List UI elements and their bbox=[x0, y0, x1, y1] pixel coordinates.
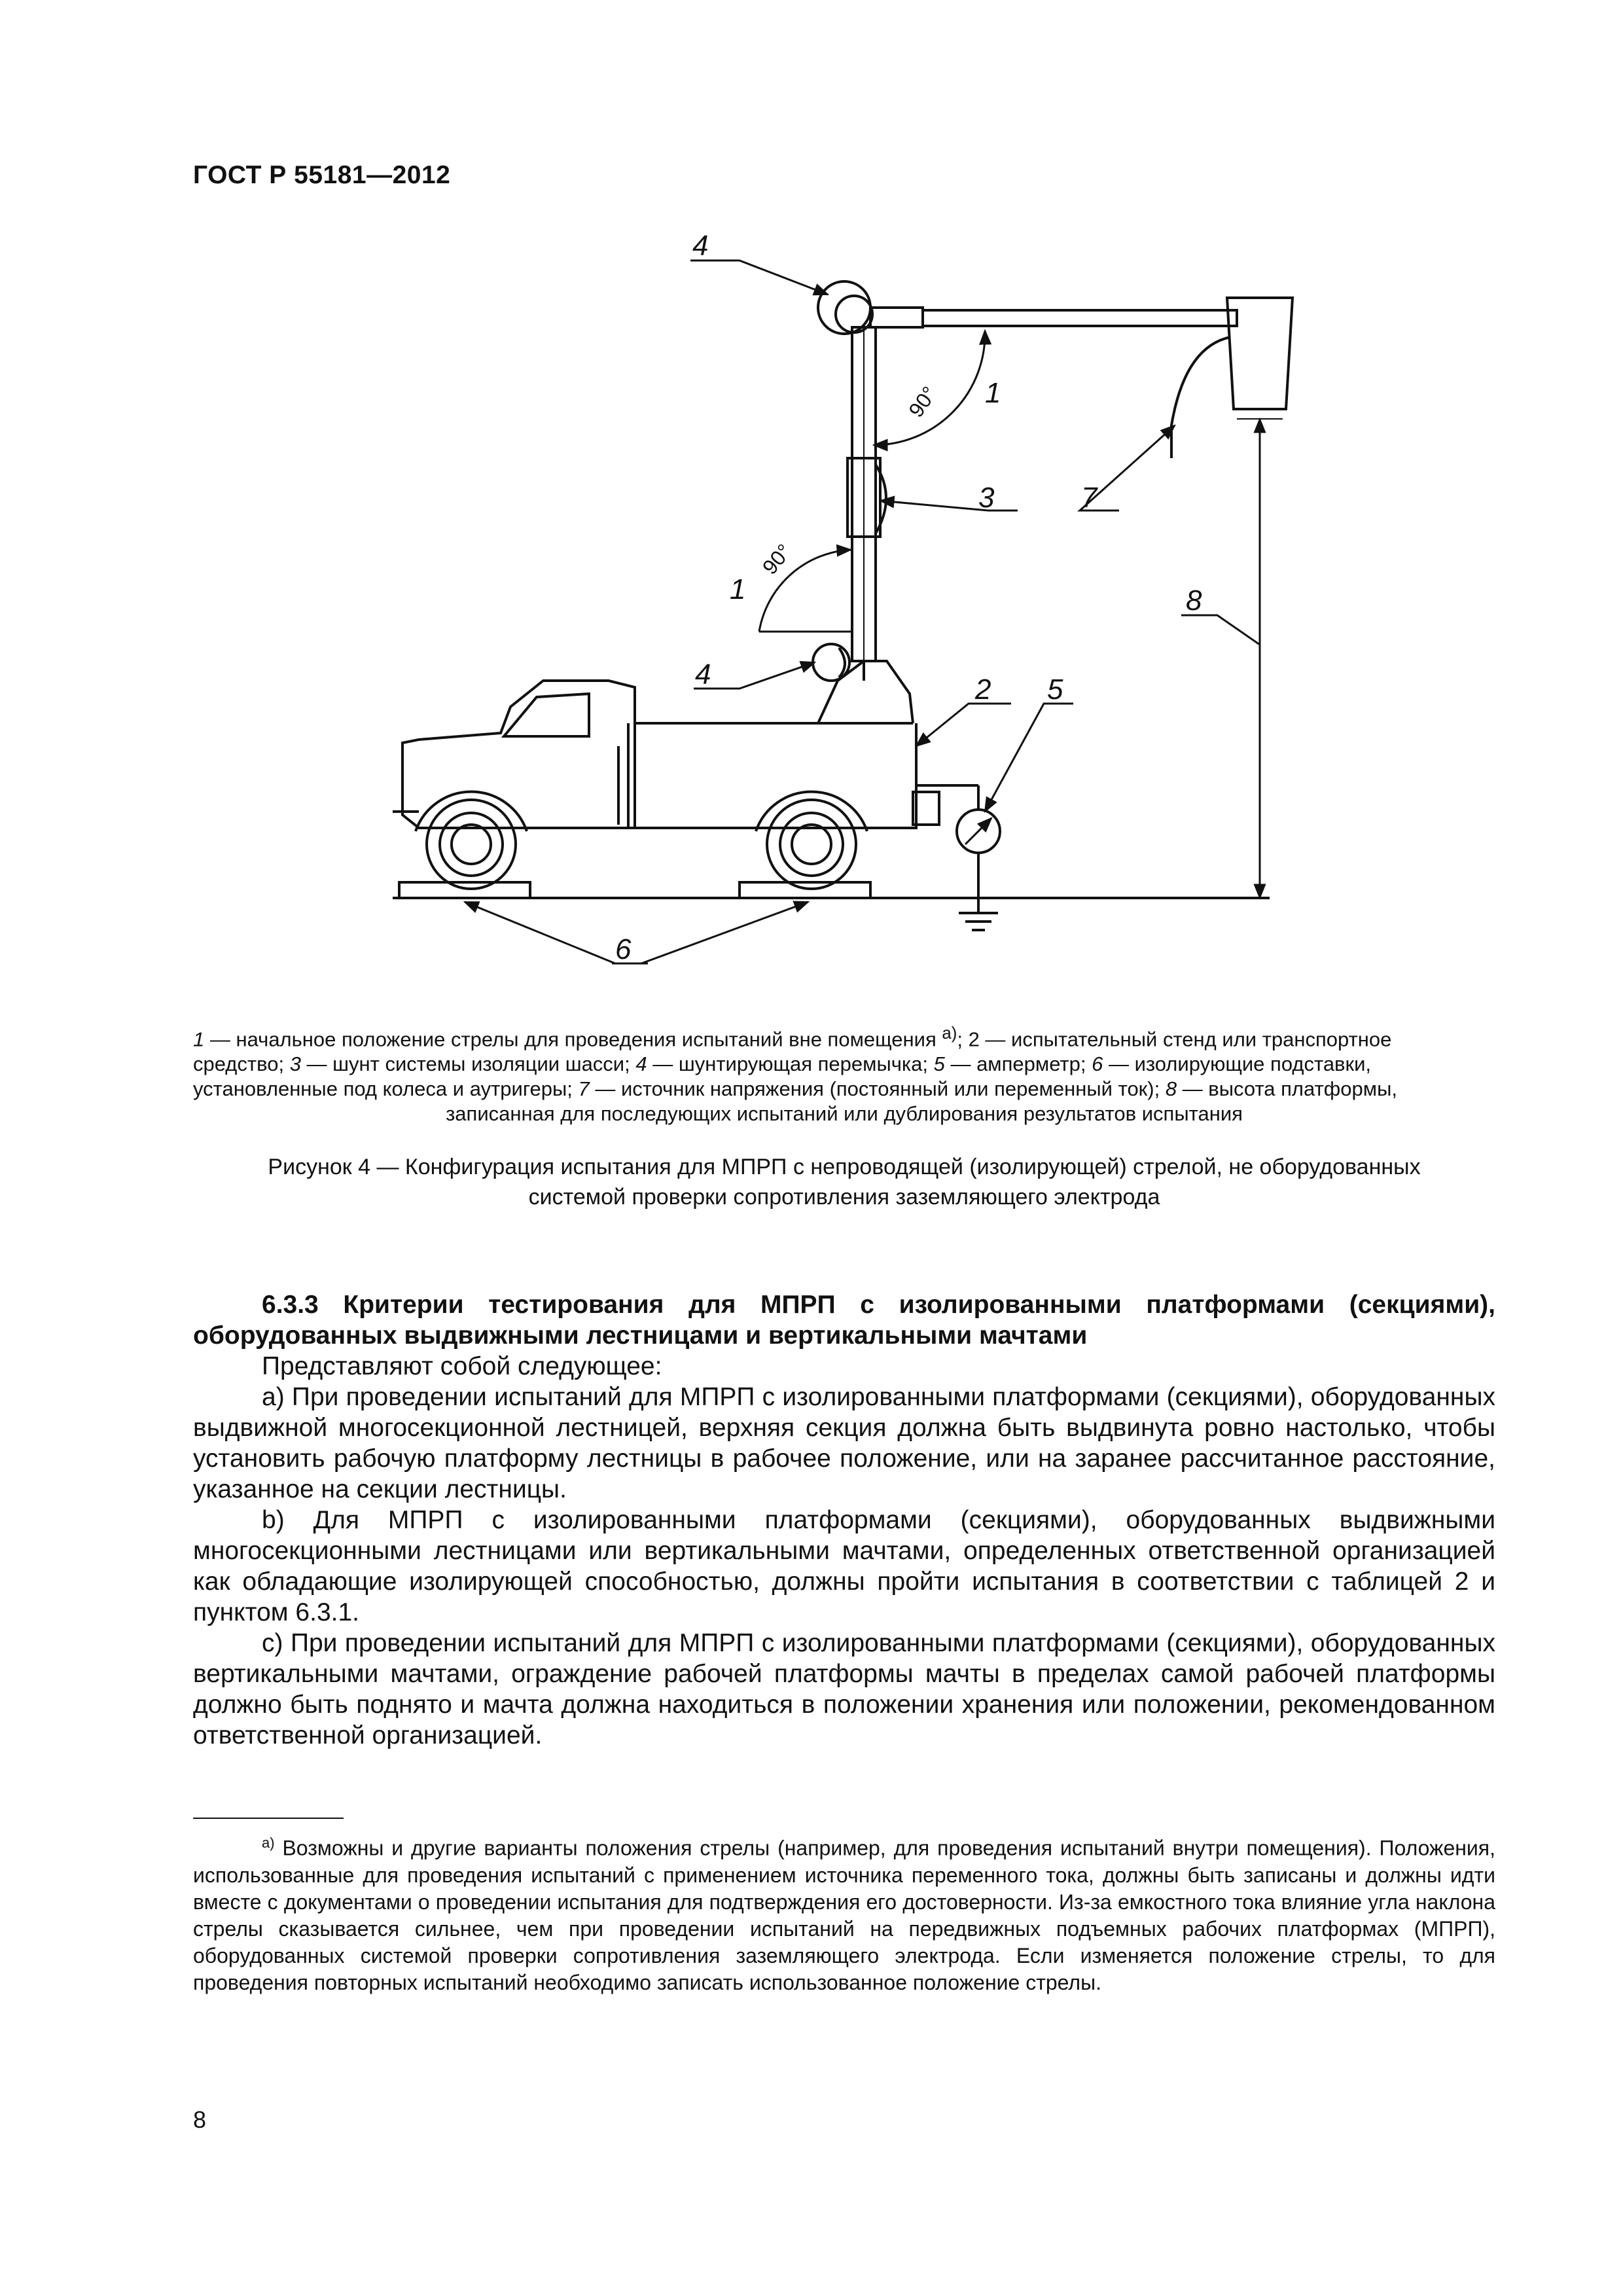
item-b: b) Для МПРП с изолированными платформами (секциями), оборудованных выдвижными многосекционными лестницами или вертикальными мачтами, определенных ответственной организацией как обладающие изолирующей способностью, должны пройти испытания в соответствии с таблицей 2 и пунктом 6.3.1. bbox=[193, 1506, 1495, 1626]
insulating-stand-front bbox=[399, 882, 530, 898]
footnote: $^{a)}$ Возможны и другие варианты положения стрелы (например, для проведения испытаний внутри помещения). Положения, использованные для проведения испытаний с применением источника переменного тока, должны быть записаны и должны идти вместе с документами о проведении испытания для подтверждения его достоверности. Из-за емкостного тока влияние угла наклона стрелы сказывается сильнее, чем при проведении испытаний на передвижных подъемных рабочих платформах (МПРП), оборудованных системой проверки сопротивления заземляющего электрода. Если изменяется положение стрелы, то для проведения повторных испытаний необходимо записать использованное положение стрелы. bbox=[193, 1835, 1495, 1994]
label-5: 5 bbox=[1047, 673, 1063, 706]
label-4-top: 4 bbox=[692, 230, 709, 262]
ammeter bbox=[916, 785, 1000, 898]
label-4-mid: 4 bbox=[695, 658, 711, 691]
truck bbox=[393, 661, 939, 889]
footnote-rule bbox=[193, 1818, 344, 1819]
section-heading: 6.3.3 Критерии тестирования для МПРП с изолированными платформами (секциями), оборудованных выдвижными лестницами и вертикальными мачтами bbox=[193, 1291, 1495, 1350]
ground-symbol bbox=[959, 898, 998, 930]
test-configuration-figure bbox=[0, 0, 1623, 1001]
page-number: 8 bbox=[193, 2106, 207, 2133]
label-2: 2 bbox=[975, 673, 991, 706]
figure-legend: 1 — начальное положение стрелы для проведения испытаний вне помещения $^{a)}$; 2 — испытательный стенд или транспортное средство; 3 — шунт системы изоляции шасси; 4 — шунтирующая перемычка; 5 — амперметр; 6 — изолирующие подставки, установленные под колеса и аутригеры; 7 — источник напряжения (постоянный или переменный ток); 8 — высота платформы, записанная для последующих испытаний или дублирования результатов испытания bbox=[193, 1024, 1397, 1126]
label-7: 7 bbox=[1081, 482, 1097, 514]
label-1-top: 1 bbox=[985, 377, 1001, 409]
angle-label-mid: 90° bbox=[757, 539, 796, 579]
item-c: с) При проведении испытаний для МПРП с изолированными платформами (секциями), оборудованных вертикальными мачтами, ограждение рабочей платформы мачты в пределах самой рабочей платформы должно быть поднято и мачта должна находиться в положении хранения или положении, рекомендованном ответственной организацией. bbox=[193, 1629, 1495, 1749]
figure-caption: Рисунок 4 — Конфигурация испытания для МПРП с непроводящей (изолирующей) стрелой, не оборудованных системой проверки сопротивления заземляющего электрода bbox=[268, 1155, 1421, 1210]
angle-label-top: 90° bbox=[904, 382, 942, 422]
document-header: ГОСТ Р 55181—2012 bbox=[193, 161, 451, 189]
insulating-stand-rear bbox=[740, 882, 870, 898]
label-6: 6 bbox=[615, 933, 632, 965]
boom-turret bbox=[818, 661, 913, 723]
label-8: 8 bbox=[1186, 584, 1202, 617]
label-3: 3 bbox=[978, 482, 995, 514]
section-intro: Представляют собой следующее: bbox=[262, 1352, 662, 1380]
work-platform bbox=[1171, 298, 1293, 458]
section-6-3-3 bbox=[193, 1289, 1495, 1751]
label-1-mid: 1 bbox=[730, 573, 746, 605]
item-a: а) При проведении испытаний для МПРП с изолированными платформами (секциями), оборудованных выдвижной многосекционной лестницей, верхняя секция должна быть выдвинута ровно настолько, чтобы установить рабочую платформу лестницы в рабочее положение, или на заранее рассчитанное расстояние, указанное на секции лестницы. bbox=[193, 1383, 1495, 1503]
insulated-boom bbox=[813, 281, 1237, 681]
